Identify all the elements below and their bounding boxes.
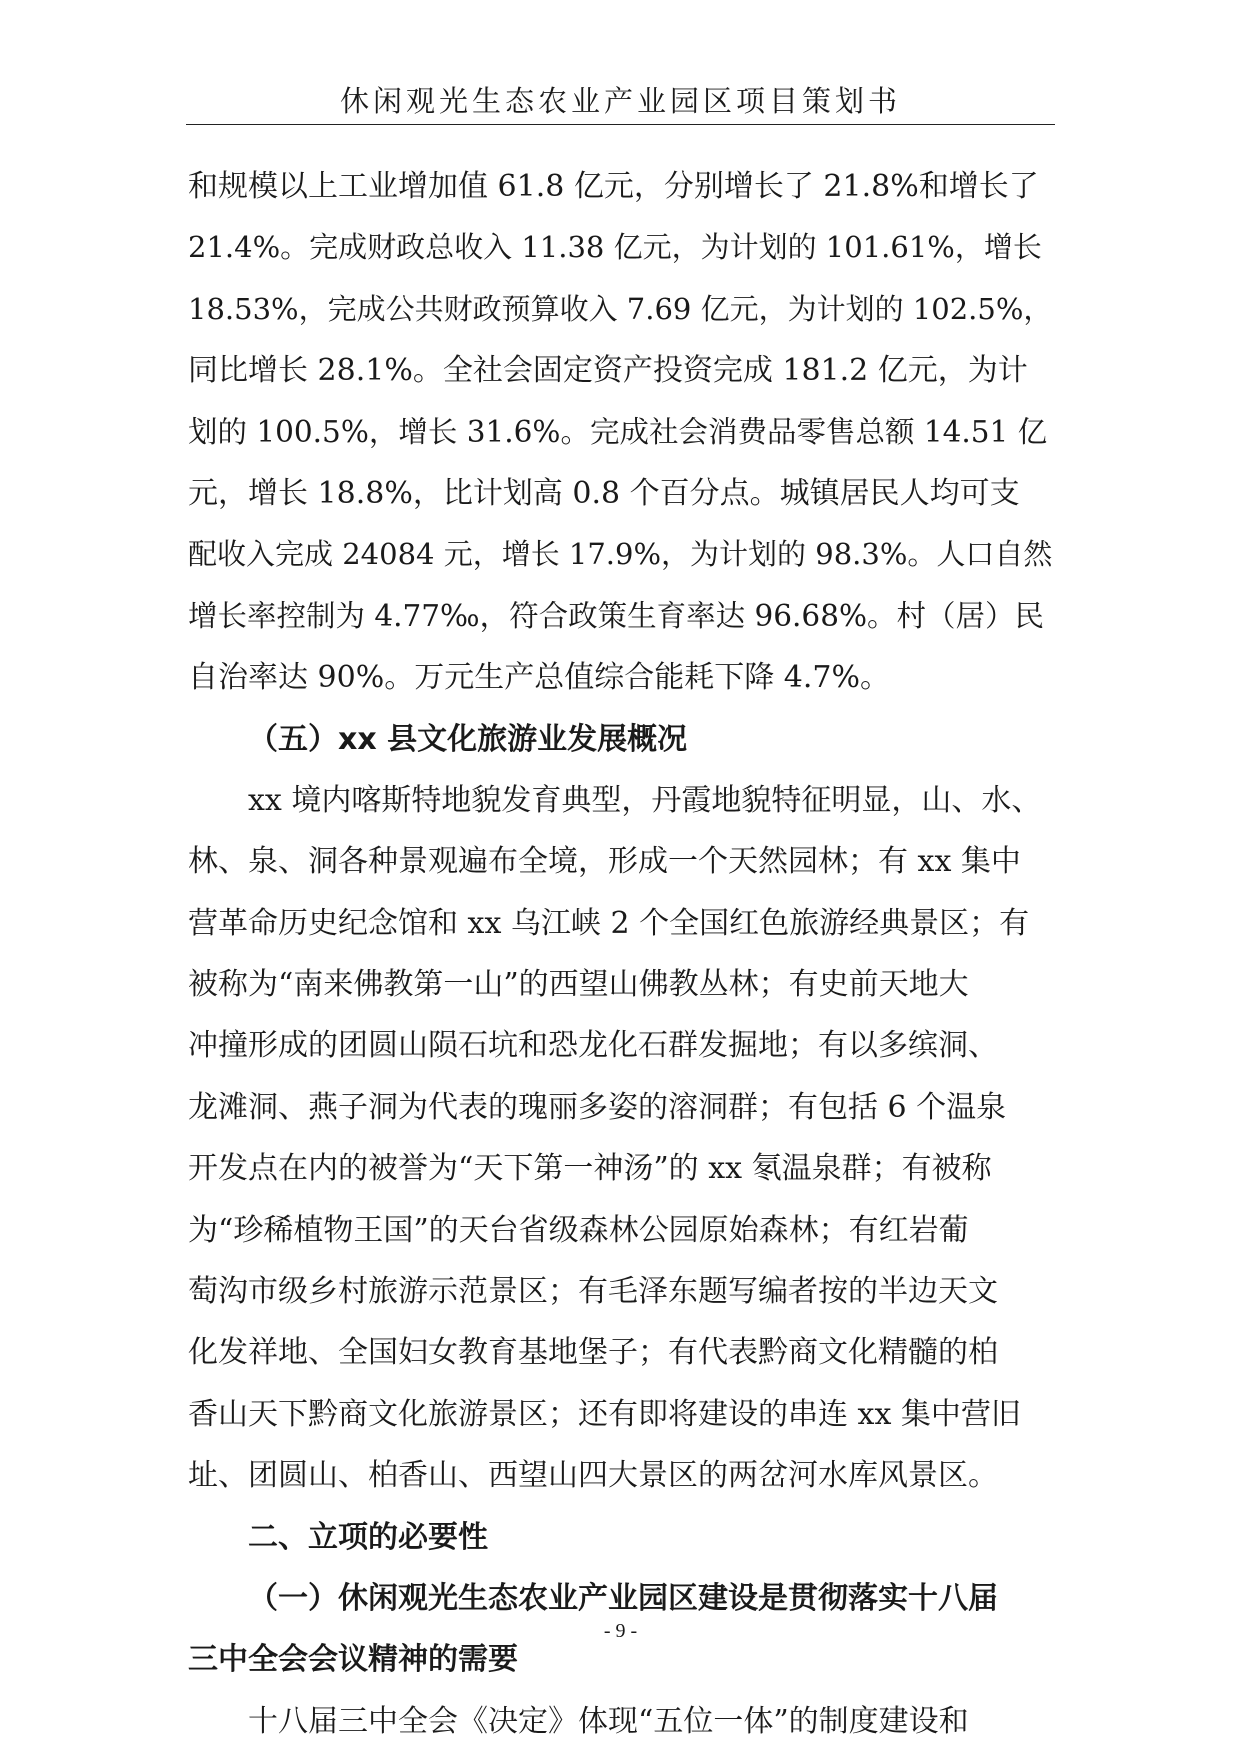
body-line: 址、团圆山、柏香山、西望山四大景区的两岔河水库风景区。 — [188, 1458, 998, 1494]
body-line: 和规模以上工业增加值 61.8 亿元，分别增长了 21.8%和增长了 — [188, 169, 1039, 204]
body-line: 香山天下黔商文化旅游景区；还有即将建设的串连 xx 集中营旧 — [188, 1396, 1021, 1432]
body-line: xx 境内喀斯特地貌发育典型，丹霞地貌特征明显，山、水、 — [248, 782, 1042, 818]
body-line: 元，增长 18.8%，比计划高 0.8 个百分点。城镇居民人均可支 — [188, 475, 1020, 511]
body-line: 为“珍稀植物王国”的天台省级森林公园原始森林；有红岩葡 — [188, 1212, 969, 1248]
body-line: 龙滩洞、燕子洞为代表的瑰丽多姿的溶洞群；有包括 6 个温泉 — [188, 1089, 1007, 1125]
body-line: 林、泉、洞各种景观遍布全境，形成一个天然园林；有 xx 集中 — [188, 844, 1021, 880]
body-line: 划的 100.5%，增长 31.6%。完成社会消费品零售总额 14.51 亿 — [188, 414, 1048, 449]
body-line: 21.4%。完成财政总收入 11.38 亿元，为计划的 101.61%，增长 — [188, 230, 1042, 265]
body-line: 萄沟市级乡村旅游示范景区；有毛泽东题写编者按的半边天文 — [188, 1274, 998, 1310]
body-line: 被称为“南来佛教第一山”的西望山佛教丛林；有史前天地大 — [188, 967, 969, 1003]
body-line: 开发点在内的被誉为“天下第一神汤”的 xx 氡温泉群；有被称 — [188, 1151, 992, 1187]
body-line: 自治率达 90%。万元生产总值综合能耗下降 4.7%。 — [188, 660, 890, 696]
page-header-title: 休闲观光生态农业产业园区项目策划书 — [339, 84, 901, 118]
body-line: 十八届三中全会《决定》体现“五位一体”的制度建设和 — [248, 1703, 969, 1739]
subsection-heading: （一）休闲观光生态农业产业园区建设是贯彻落实十八届 — [248, 1580, 998, 1616]
body-line: 冲撞形成的团圆山陨石坑和恐龙化石群发掘地；有以多缤洞、 — [188, 1028, 998, 1064]
body-line: 营革命历史纪念馆和 xx 乌江峡 2 个全国红色旅游经典景区；有 — [188, 905, 1030, 941]
page-number: - 9 - — [603, 1620, 638, 1642]
body-line: 增长率控制为 4.77‰，符合政策生育率达 96.68%。村（居）民 — [188, 598, 1045, 633]
section-heading-tourism: （五）xx 县文化旅游业发展概况 — [248, 721, 688, 757]
body-line: 配收入完成 24084 元，增长 17.9%，为计划的 98.3%。人口自然 — [188, 537, 1053, 572]
document-body — [188, 156, 1054, 1752]
subsection-heading-continued: 三中全会会议精神的需要 — [188, 1642, 518, 1678]
body-line: 18.53%，完成公共财政预算收入 7.69 亿元，为计划的 102.5%， — [188, 291, 1053, 326]
header-divider — [186, 124, 1055, 125]
body-line: 同比增长 28.1%。全社会固定资产投资完成 181.2 亿元，为计 — [188, 353, 1028, 389]
body-line: 化发祥地、全国妇女教育基地堡子；有代表黔商文化精髓的柏 — [188, 1335, 998, 1371]
section-heading-necessity: 二、立项的必要性 — [248, 1519, 488, 1555]
